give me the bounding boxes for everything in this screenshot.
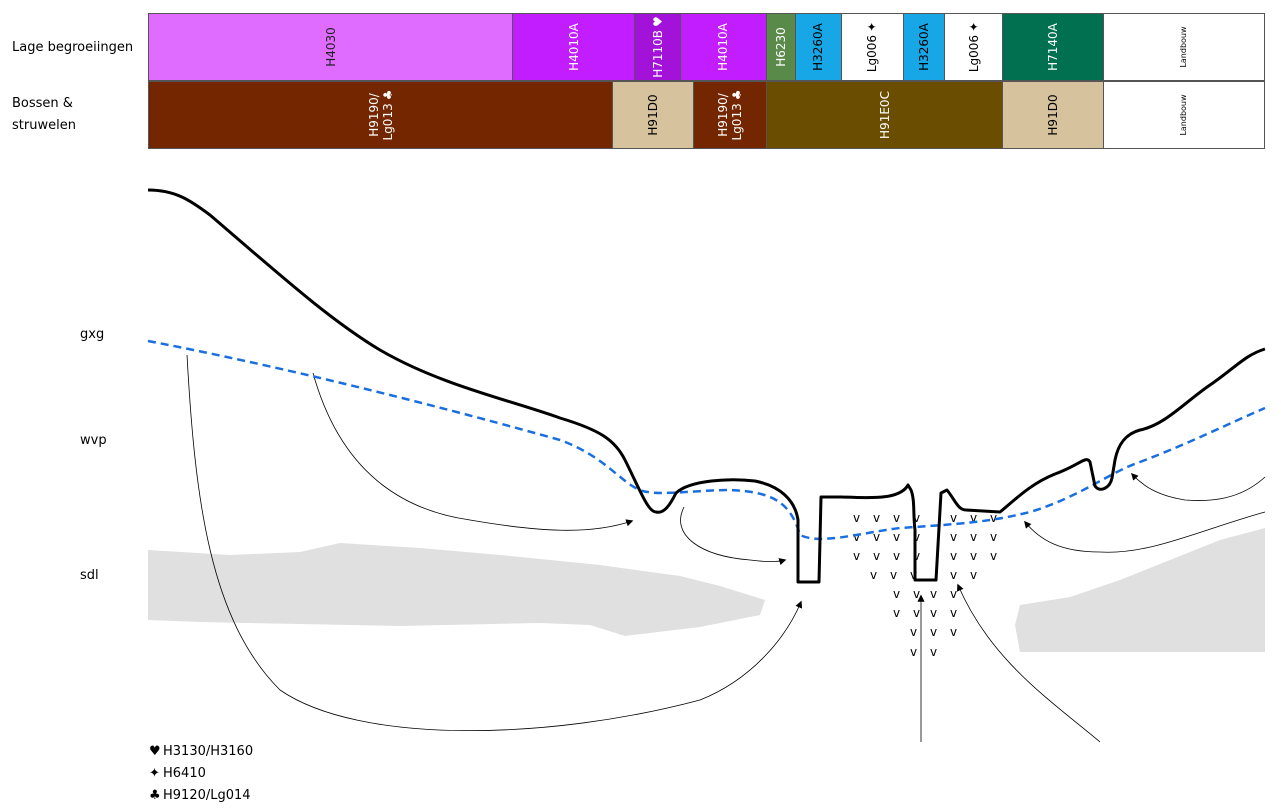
seepage-mark: v	[873, 530, 881, 544]
habitat-symbol-icon: ✦	[865, 21, 880, 32]
seepage-mark: v	[990, 530, 998, 544]
row-label-forest-line2: struwelen	[12, 118, 76, 133]
habitat-code: H9190/	[366, 93, 381, 137]
legend-item	[149, 744, 253, 760]
legend-text: H9120/Lg014	[163, 788, 251, 803]
habitat-symbol-icon: ♥	[650, 16, 665, 27]
soil-layer-left	[148, 543, 765, 636]
seepage-marks	[853, 511, 997, 659]
seepage-mark: v	[913, 530, 921, 544]
habitat-symbol-icon: ♣	[729, 89, 744, 101]
seepage-mark: v	[950, 530, 958, 544]
seepage-mark: v	[990, 511, 998, 525]
seepage-mark: v	[913, 587, 921, 601]
seepage-mark: v	[950, 549, 958, 563]
seepage-mark: v	[950, 587, 958, 601]
legend-item	[149, 788, 251, 804]
habitat-code: H91E0C	[877, 91, 892, 139]
seepage-mark: v	[950, 606, 958, 620]
seepage-mark: v	[913, 549, 921, 563]
legend-text: H6410	[163, 766, 206, 781]
seepage-mark: v	[950, 568, 958, 582]
seepage-mark: v	[990, 549, 998, 563]
habitat-code: H6230	[773, 27, 788, 67]
row-label-forest-line1: Bossen &	[12, 96, 73, 111]
level-label-wvp: wvp	[80, 433, 107, 448]
flow-arrow-3	[681, 507, 785, 562]
habitat-code: H3260A	[811, 23, 826, 71]
habitat-code: H9190/	[715, 93, 730, 137]
habitat-code: H91D0	[1046, 94, 1061, 136]
flow-arrow-1	[313, 373, 632, 530]
habitat-symbol-icon: ✦	[966, 21, 981, 32]
soil-layer-right	[1015, 528, 1265, 652]
seepage-mark: v	[853, 530, 861, 544]
flow-arrow-2	[187, 355, 801, 731]
seepage-mark: v	[853, 549, 861, 563]
seepage-mark: v	[893, 511, 901, 525]
seepage-mark: v	[950, 511, 958, 525]
legend-item	[149, 766, 206, 782]
seepage-mark: v	[910, 568, 918, 582]
seepage-mark: v	[930, 587, 938, 601]
seepage-mark: v	[893, 587, 901, 601]
habitat-code-2: Lg013	[729, 103, 744, 141]
legend-symbol-icon: ✦	[149, 766, 160, 781]
habitat-code: Landbouw	[1179, 26, 1189, 68]
flow-arrow-7	[1132, 474, 1265, 501]
level-label-gxg: gxg	[80, 327, 105, 342]
habitat-code: Landbouw	[1179, 94, 1189, 136]
row-label-low-vegetation: Lage begroeiingen	[12, 40, 134, 55]
seepage-mark: v	[930, 625, 938, 639]
terrain-profile	[148, 190, 1265, 582]
seepage-mark: v	[893, 530, 901, 544]
seepage-mark: v	[913, 511, 921, 525]
legend-symbol-icon: ♥	[149, 744, 161, 759]
habitat-code: H3260A	[916, 23, 931, 71]
habitat-code: Lg006	[966, 34, 981, 73]
habitat-code: H7140A	[1046, 23, 1061, 71]
habitat-code-2: Lg013	[380, 103, 395, 141]
seepage-mark: v	[930, 606, 938, 620]
water-table-line	[148, 341, 1265, 539]
habitat-code: H4030	[323, 27, 338, 67]
habitat-code: H91D0	[646, 94, 661, 136]
seepage-mark: v	[970, 549, 978, 563]
seepage-mark: v	[970, 568, 978, 582]
legend-symbol-icon: ♣	[149, 788, 161, 803]
seepage-mark: v	[913, 606, 921, 620]
seepage-mark: v	[853, 511, 861, 525]
seepage-mark: v	[930, 645, 938, 659]
legend-text: H3130/H3160	[163, 744, 254, 759]
seepage-mark: v	[893, 549, 901, 563]
habitat-code: H4010A	[566, 23, 581, 71]
habitat-code: H4010A	[716, 23, 731, 71]
habitat-symbol-icon: ♣	[380, 89, 395, 101]
seepage-mark: v	[970, 530, 978, 544]
level-label-sdl: sdl	[80, 568, 99, 583]
seepage-mark: v	[970, 511, 978, 525]
seepage-mark: v	[893, 606, 901, 620]
seepage-mark: v	[910, 645, 918, 659]
seepage-mark: v	[890, 568, 898, 582]
seepage-mark: v	[873, 511, 881, 525]
habitat-code: Lg006	[865, 34, 880, 73]
seepage-mark: v	[950, 625, 958, 639]
seepage-mark: v	[873, 549, 881, 563]
seepage-mark: v	[870, 568, 878, 582]
seepage-mark: v	[910, 625, 918, 639]
habitat-code: H7110B	[650, 29, 665, 78]
